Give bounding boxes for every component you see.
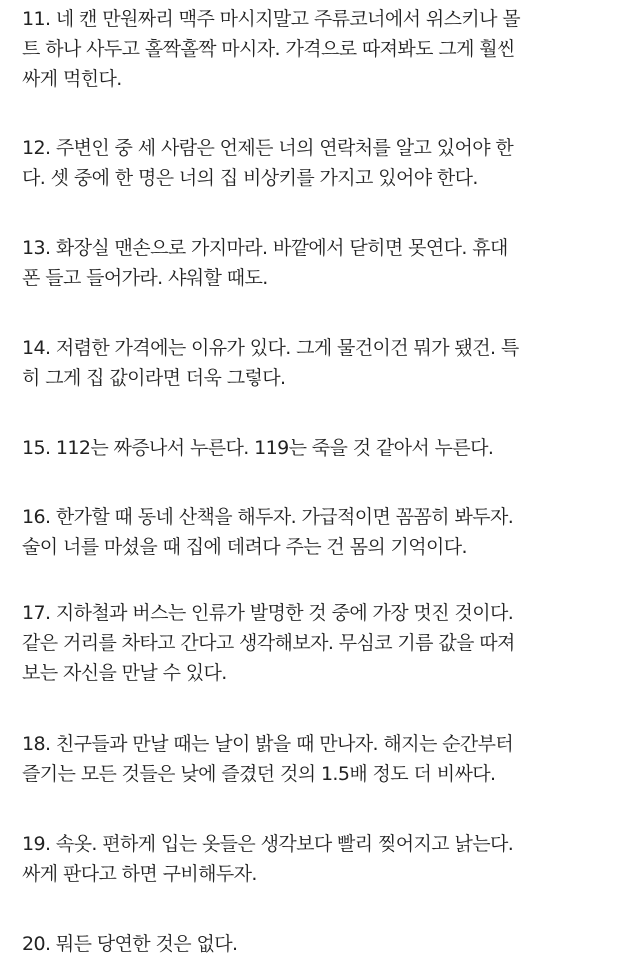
- item-line: 술이 너를 마셨을 때 집에 데려다 주는 건 몸의 기억이다.: [22, 536, 467, 558]
- list-item-13: [22, 233, 614, 293]
- item-line: 트 하나 사두고 홀짝홀짝 마시자. 가격으로 따져봐도 그게 훨씬: [22, 38, 515, 60]
- item-line: 14. 저렴한 가격에는 이유가 있다. 그게 물건이건 뭐가 됐건. 특: [22, 337, 519, 359]
- item-line: 18. 친구들과 만날 때는 날이 밝을 때 만나자. 해지는 순간부터: [22, 733, 514, 755]
- list-item-18: [22, 729, 614, 789]
- list-item-19: [22, 829, 614, 889]
- item-line: 싸게 먹힌다.: [22, 68, 122, 90]
- item-line: 13. 화장실 맨손으로 가지마라. 바깥에서 닫히면 못연다. 휴대: [22, 237, 508, 259]
- item-line: 다. 셋 중에 한 명은 너의 집 비상키를 가지고 있어야 한다.: [22, 167, 478, 189]
- list-item-17: [22, 598, 614, 688]
- item-line: 20. 뭐든 당연한 것은 없다.: [22, 933, 238, 955]
- item-line: 12. 주변인 중 세 사람은 언제든 너의 연락처를 알고 있어야 한: [22, 137, 514, 159]
- list-item-16: [22, 502, 614, 562]
- item-line: 16. 한가할 때 동네 산책을 해두자. 가급적이면 꼼꼼히 봐두자.: [22, 506, 514, 528]
- item-line: 히 그게 집 값이라면 더욱 그렇다.: [22, 367, 286, 389]
- item-line: 폰 들고 들어가라. 샤워할 때도.: [22, 267, 268, 289]
- item-line: 같은 거리를 차타고 간다고 생각해보자. 무심코 기름 값을 따져: [22, 632, 515, 654]
- list-item-20: [22, 929, 614, 959]
- list-item-14: [22, 333, 614, 393]
- item-line: 11. 네 캔 만원짜리 맥주 마시지말고 주류코너에서 위스키나 몰: [22, 8, 521, 30]
- list-item-15: [22, 433, 614, 463]
- item-line: 보는 자신을 만날 수 있다.: [22, 662, 227, 684]
- item-line: 싸게 판다고 하면 구비해두자.: [22, 863, 257, 885]
- item-line: 17. 지하철과 버스는 인류가 발명한 것 중에 가장 멋진 것이다.: [22, 602, 514, 624]
- item-line: 15. 112는 짜증나서 누른다. 119는 죽을 것 같아서 누른다.: [22, 437, 494, 459]
- item-line: 19. 속옷. 편하게 입는 옷들은 생각보다 빨리 찢어지고 낡는다.: [22, 833, 514, 855]
- list-item-12: [22, 133, 614, 193]
- list-item-11: [22, 4, 614, 94]
- item-line: 즐기는 모든 것들은 낮에 즐겼던 것의 1.5배 정도 더 비싸다.: [22, 763, 496, 785]
